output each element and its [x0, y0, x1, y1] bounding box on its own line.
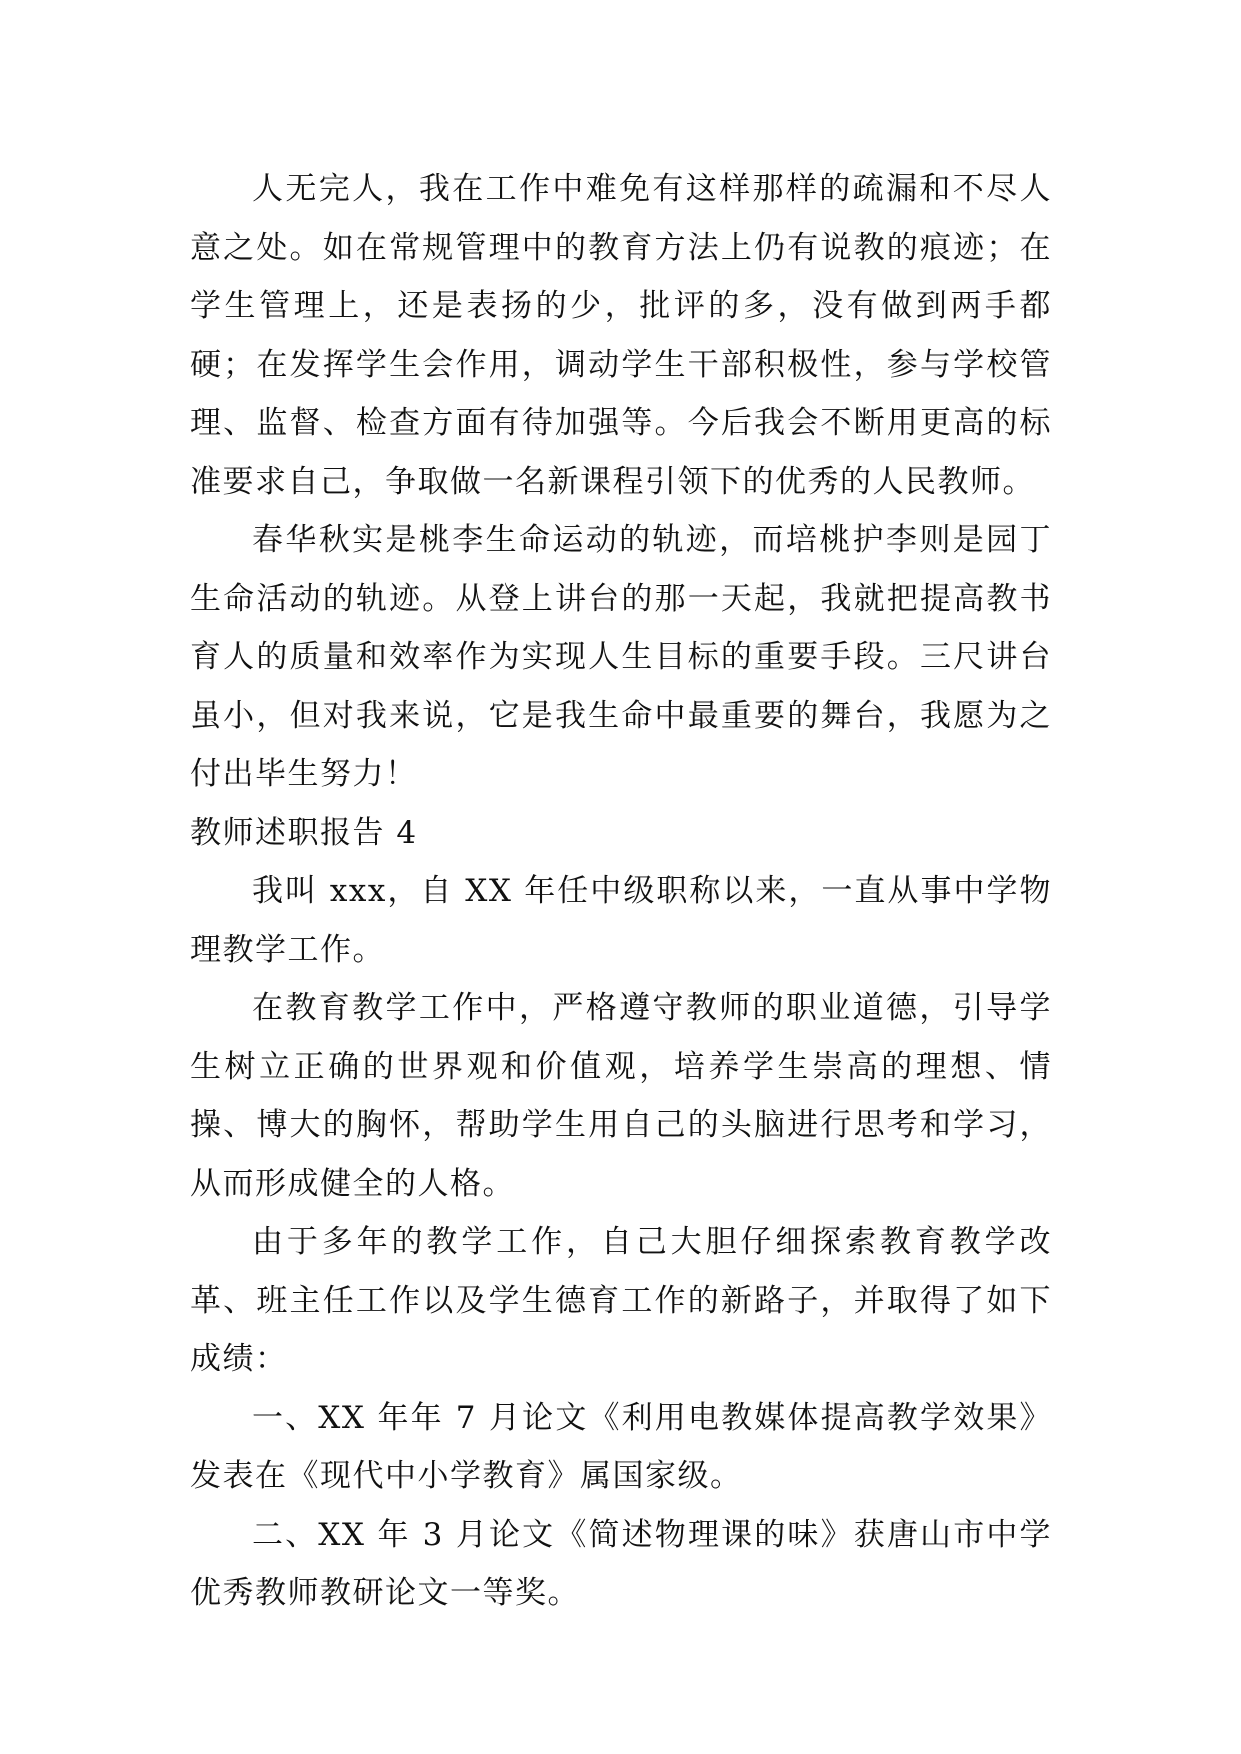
paragraph-professional-ethics: 在教育教学工作中，严格遵守教师的职业道德，引导学生树立正确的世界观和价值观，培养学生崇高的理想、情操、博大的胸怀，帮助学生用自己的头脑进行思考和学习，从而形成健全的人格。 — [190, 990, 1052, 1202]
document-page — [190, 160, 1052, 1623]
section-heading: 教师述职报告 4 — [190, 814, 418, 851]
paragraph-achievement-2: 二、XX 年 3 月论文《简述物理课的味》获唐山市中学优秀教师教研论文一等奖。 — [190, 1516, 1052, 1611]
paragraph-shortcomings: 人无完人，我在工作中难免有这样那样的疏漏和不尽人意之处。如在常规管理中的教育方法上仍有说教的痕迹；在学生管理上，还是表扬的少，批评的多，没有做到两手都硬；在发挥学生会作用，调动学生干部积极性，参与学校管理、监督、检查方面有待加强等。今后我会不断用更高的标准要求自己，争取做一名新课程引领下的优秀的人民教师。 — [190, 171, 1052, 500]
paragraph-achievements-intro: 由于多年的教学工作，自己大胆仔细探索教育教学改革、班主任工作以及学生德育工作的新路子，并取得了如下成绩： — [190, 1224, 1052, 1377]
paragraph-teaching-career: 春华秋实是桃李生命运动的轨迹，而培桃护李则是园丁生命活动的轨迹。从登上讲台的那一天起，我就把提高教书育人的质量和效率作为实现人生目标的重要手段。三尺讲台虽小，但对我来说，它是我生命中最重要的舞台，我愿为之付出毕生努力！ — [190, 522, 1052, 792]
paragraph-achievement-1: 一、XX 年年 7 月论文《利用电教媒体提高教学效果》发表在《现代中小学教育》属国家级。 — [190, 1399, 1052, 1494]
paragraph-introduction: 我叫 xxx，自 XX 年任中级职称以来，一直从事中学物理教学工作。 — [190, 873, 1052, 968]
